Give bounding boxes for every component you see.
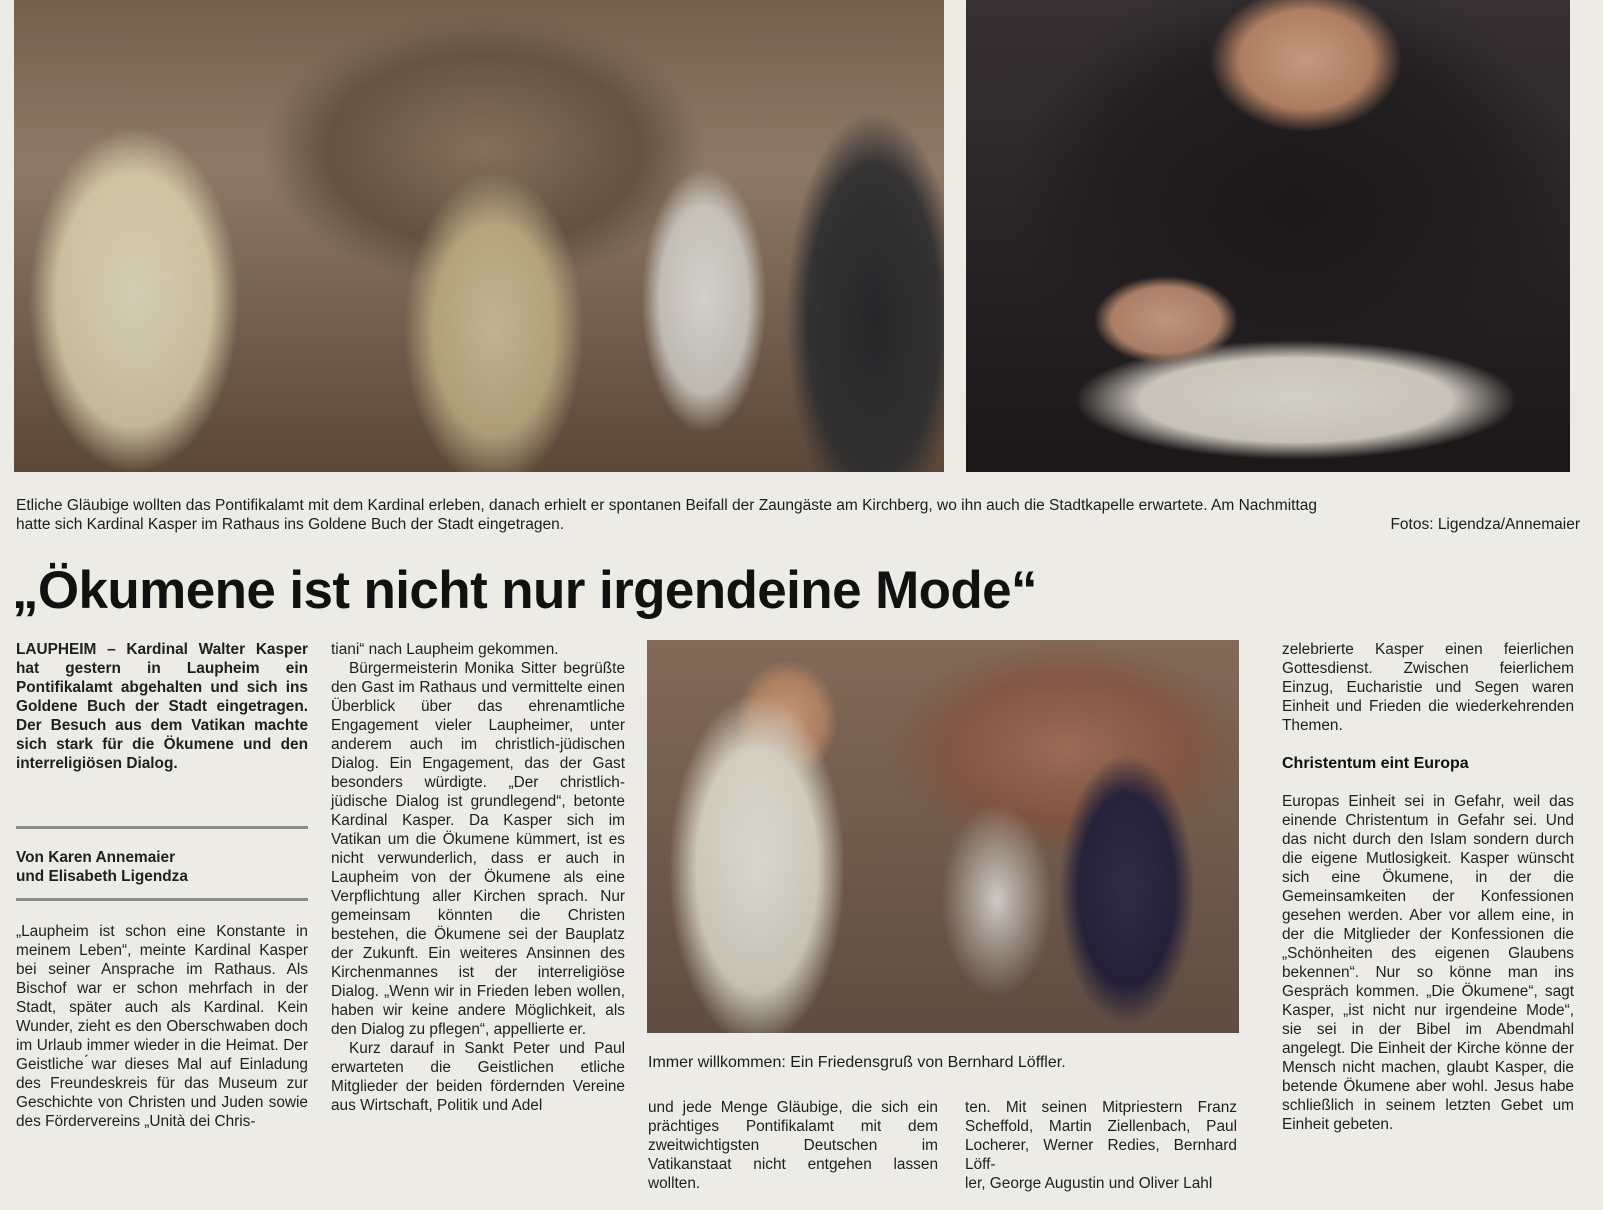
byline-line1: Von Karen Annemaier <box>16 849 176 866</box>
column4-text: ten. Mit seinen Mitpriestern Franz Scheffold, Martin Ziellenbach, Paul Locherer, Werner Redies, Bernhard Löff- <box>965 1099 1237 1173</box>
headline: „Ökumene ist nicht nur irgendeine Mode“ <box>12 561 1037 620</box>
photo-caption-peace-greeting: Immer willkommen: Ein Friedensgruß von Bernhard Löffler. <box>648 1054 1066 1071</box>
photo-peace-greeting <box>647 640 1239 1033</box>
divider <box>16 826 308 829</box>
byline-line2: und Elisabeth Ligendza <box>16 868 188 885</box>
column2-paragraph2: Bürgermeisterin Monika Sitter begrüßte den Gast im Rathaus und vermittelte einen Überblick über das ehrenamtliche Engagement vieler Laupheimer, unter anderem auch im christlich-jüdischen Dialog. Ein Engagement, das der Gast besonders würdigte. „Der christlich-jüdische Dialog ist grundlegend“, betonte Kardinal Kasper. Da Kasper sich im Vatikan um die Ökumene kümmert, ist es nicht verwunderlich, dass er auch in Laupheim von der Ökumene als eine Verpflichtung aller Kirchen sprach. Nur gemeinsam könnten die Christen bestehen, die Ökumene sei der Bauplatz der Zukunft. Ein weiteres Ansinnen des Kirchenmannes ist der interreligiöse Dialog. „Wenn wir in Frieden leben wollen, haben wir keine andere Möglichkeit, als den Dialog zu pflegen“, appellierte er. <box>331 660 625 1038</box>
column3-body: und jede Menge Gläubige, die sich ein prächtiges Pontifikalamt mit dem zweitwichtigsten Deutschen im Vatikanstaat nicht entgehen lassen wollten. <box>648 1099 938 1192</box>
column5 <box>1282 640 1574 1134</box>
column5-paragraph2: Europas Einheit sei in Gefahr, weil das einende Christentum in Gefahr sei. Und das nicht durch den Islam sondern durch die eigene Mutlosigkeit. Kasper wünscht sich eine Ökumene, in der die Gemeinsamkeiten der Konfessionen gesehen werden. Aber vor allem eine, in der die Mitglieder der Konfessionen die „Schönheiten des eigenen Glaubens bekennen“. Nur so könne man ins Gespräch kommen. „Die Ökumene“, sagt Kasper, „ist nicht nur irgendeine Mode“, sie sei in der Bibel im Abendmahl angelegt. Die Einheit der Kirche könne der Mensch nicht machen, glaubt Kasper, die betende Ökumene aber wohl. Jesus habe schließlich in seinem letzten Gebet um Einheit gebeten. <box>1282 793 1574 1133</box>
photo-credit: Fotos: Ligendza/Annemaier <box>1390 516 1580 533</box>
column4-text-end: ler, George Augustin und Oliver Lahl <box>965 1175 1213 1192</box>
photo-shade <box>647 640 1239 1033</box>
subheading: Christentum eint Europa <box>1282 755 1469 772</box>
photo-shade <box>14 0 944 472</box>
top-caption-line2: hatte sich Kardinal Kasper im Rathaus ins Goldene Buch der Stadt eingetragen. <box>16 516 564 533</box>
column2 <box>331 640 625 1115</box>
column1-body: „Laupheim ist schon eine Konstante in meinem Leben“, meinte Kardinal Kasper bei seiner Ansprache im Rathaus. Als Bischof war er schon mehrfach in der Stadt, später auch als Kardinal. Kein Wunder, zieht es den Oberschwaben doch im Urlaub immer wieder in die Heimat. Der Geistliche ́war dieses Mal auf Einladung des Freundeskreis für das Museum zur Geschichte von Christen und Juden sowie des Fördervereins „Unità dei Chris- <box>16 923 308 1130</box>
column4-body <box>965 1098 1237 1193</box>
photo-procession <box>14 0 944 472</box>
divider <box>16 898 308 901</box>
byline <box>16 848 308 886</box>
top-caption-line1: Etliche Gläubige wollten das Pontifikalamt mit dem Kardinal erleben, danach erhielt er spontanen Beifall der Zaungäste am Kirchberg, wo ihn auch die Stadtkapelle erwartete. Am Nachmittag <box>16 497 1317 514</box>
photo-shade <box>966 0 1570 472</box>
lead-paragraph: LAUPHEIM – Kardinal Walter Kasper hat gestern in Laupheim ein Pontifikalamt abgehalten und sich ins Goldene Buch der Stadt eingetragen. Der Besuch aus dem Vatikan machte sich stark für die Ökumene und den interreligiösen Dialog. <box>16 641 308 772</box>
photo-golden-book-signing <box>966 0 1570 472</box>
column2-paragraph3: Kurz darauf in Sankt Peter und Paul erwarteten die Geistlichen etliche Mitglieder der beiden fördernden Vereine aus Wirtschaft, Politik und Adel <box>331 1040 625 1114</box>
column2-paragraph1: tiani“ nach Laupheim gekommen. <box>331 641 559 658</box>
column5-paragraph1: zelebrierte Kasper einen feierlichen Gottesdienst. Zwischen feierlichem Einzug, Eucharistie und Segen waren Einheit und Frieden die wiederkehrenden Themen. <box>1282 641 1574 734</box>
